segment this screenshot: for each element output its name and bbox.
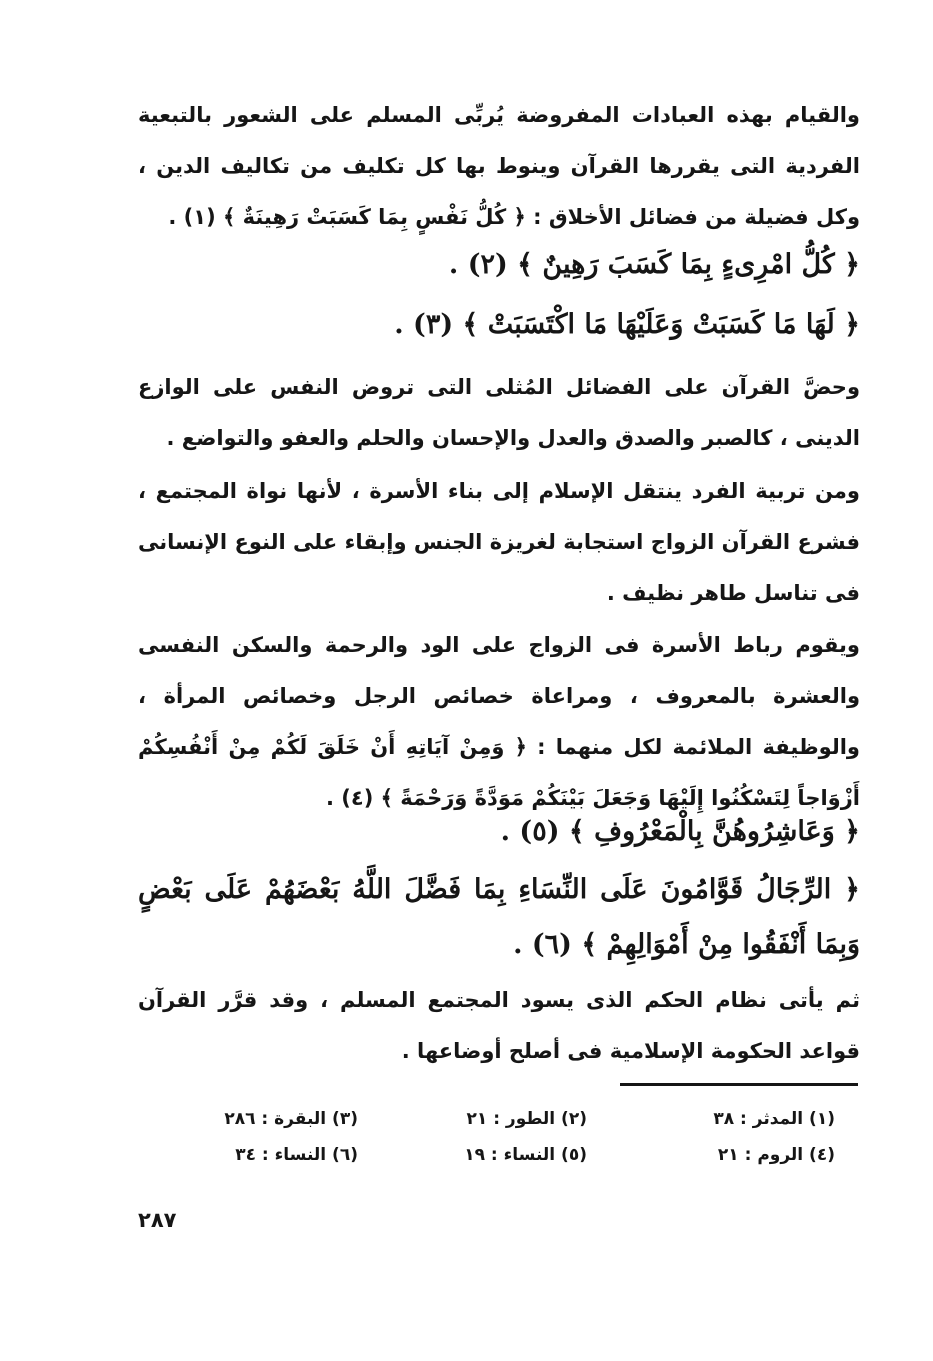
paragraph-governance: ثم يأتى نظام الحكم الذى يسود المجتمع المسلم ، وقد قرَّر القرآن قواعد الحكومة الإسلامية فى أصلح أوضاعها . [138,988,860,1063]
footnote-3: (٣) البقرة : ٢٨٦ [224,1109,358,1129]
footnote-1: (١) المدثر : ٣٨ [713,1109,835,1129]
quran-verse-baqarah-286: ﴿ لَهَا مَا كَسَبَتْ وَعَلَيْهَا مَا اكْتَسَبَتْ ﴾ (٣) . [394,309,860,340]
footnote-5: (٥) النساء : ١٩ [464,1145,587,1165]
quran-verse-nisa-19: ﴿ وَعَاشِرُوهُنَّ بِالْمَعْرُوفِ ﴾ (٥) . [500,816,860,847]
footnote-divider [620,1083,858,1086]
quran-verse-nisa-34: ﴿ الرِّجَالُ قَوَّامُونَ عَلَى النِّسَاءِ بِمَا فَضَّلَ اللَّهُ بَعْضَهُمْ عَلَى بَعْضٍ وَبِمَا أَنْفَقُوا مِنْ أَمْوَالِهِمْ ﴾ (٦) . [138,874,860,960]
paragraph-marriage-bond: ويقوم رباط الأسرة فى الزواج على الود والرحمة والسكن النفسى والعشرة بالمعروف ، ومراعاة خصائص الرجل وخصائص المرأة ، والوظيفة الملائمة لكل منهما : ﴿ وَمِنْ آيَاتِهِ أَنْ خَلَقَ لَكُمْ مِنْ أَنْفُسِكُمْ أَزْوَاجاً لِتَسْكُنُوا إِلَيْهَا وَجَعَلَ بَيْنَكُمْ مَوَدَّةً وَرَحْمَةً ﴾ (٤) . [138,633,860,810]
paragraph-religious-duties: والقيام بهذه العبادات المفروضة يُربِّى المسلم على الشعور بالتبعية الفردية التى يقررها القرآن وينوط بها كل تكليف من تكاليف الدين ، وكل فضيلة من فضائل الأخلاق : ﴿ كُلُّ نَفْسٍ بِمَا كَسَبَتْ رَهِينَةٌ ﴾ (١) . [138,103,860,229]
footnote-2: (٢) الطور : ٢١ [466,1109,587,1129]
quran-verse-tur-21: ﴿ كُلُّ امْرِىءٍ بِمَا كَسَبَ رَهِينٌ ﴾ (٢) . [448,249,860,280]
paragraph-virtues: وحضَّ القرآن على الفضائل المُثلى التى تروض النفس على الوازع الدينى ، كالصبر والصدق والعدل والإحسان والحلم والعفو والتواضع . [138,375,860,450]
paragraph-family: ومن تربية الفرد ينتقل الإسلام إلى بناء الأسرة ، لأنها نواة المجتمع ، فشرع القرآن الزواج استجابة لغريزة الجنس وإبقاء على النوع الإنسانى فى تناسل طاهر نظيف . [138,479,860,605]
footnote-4: (٤) الروم : ٢١ [717,1145,835,1165]
footnote-6: (٦) النساء : ٣٤ [235,1145,358,1165]
page-number: ٢٨٧ [138,1208,177,1232]
